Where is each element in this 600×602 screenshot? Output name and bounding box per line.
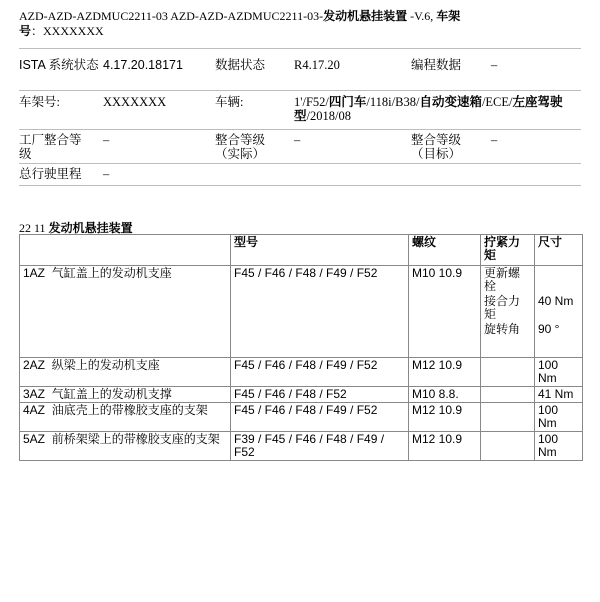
torque-cell	[481, 387, 535, 403]
part-name: 气缸盖上的发动机支座	[51, 266, 172, 280]
info-row-vehicle	[19, 95, 581, 127]
col-header-size: 尺寸	[535, 235, 583, 266]
vehicle-part-c: /118i/B38/	[366, 95, 420, 109]
part-name: 前桥架梁上的带橡胶支座的支架	[51, 432, 220, 446]
model-cell: F45 / F46 / F48 / F49 / F52	[231, 266, 409, 358]
divider-4	[19, 185, 581, 186]
vehicle-value	[294, 95, 584, 123]
header-vin-label-bold: 车架	[436, 9, 461, 23]
part-id: 2AZ	[23, 358, 46, 372]
top-divider	[19, 48, 581, 49]
part-cell	[20, 387, 231, 403]
part-id: 4AZ	[23, 403, 46, 417]
table-row	[20, 387, 583, 403]
data-state-value: R4.17.20	[294, 58, 340, 72]
prog-label: 编程数据	[411, 58, 462, 72]
mileage-value: –	[103, 167, 110, 181]
header-prefix: AZD-AZD-AZDMUC2211-03 AZD-AZD-AZDMUC2211-03-	[19, 9, 324, 23]
part-cell	[20, 358, 231, 387]
vin-value: XXXXXXX	[103, 95, 167, 109]
torque-step-3: 旋转角	[484, 322, 521, 336]
thread-cell: M12 10.9	[409, 403, 481, 432]
part-id: 3AZ	[23, 387, 46, 401]
model-cell: F45 / F46 / F48 / F49 / F52	[231, 403, 409, 432]
thread-cell: M12 10.9	[409, 358, 481, 387]
size-step-2: 40 Nm	[538, 294, 574, 308]
table-row	[20, 266, 583, 358]
ista-value: 4.17.20.18171	[103, 58, 183, 72]
vehicle-part-d: 自动变速箱	[419, 95, 482, 109]
table-row	[20, 403, 583, 432]
vehicle-part-a: 1'/F52/	[294, 95, 329, 109]
table-header-row	[20, 235, 583, 266]
section-name: 发动机悬挂装置	[48, 221, 133, 235]
part-id: 1AZ	[23, 266, 46, 280]
actual-label: 整合等级（实际）	[215, 133, 266, 161]
factory-label: 工厂整合等级	[19, 133, 82, 161]
thread-cell: M10 10.9	[409, 266, 481, 358]
model-cell: F45 / F46 / F48 / F52	[231, 387, 409, 403]
table-row	[20, 358, 583, 387]
divider-2	[19, 129, 581, 130]
part-id: 5AZ	[23, 432, 46, 446]
target-value: –	[491, 133, 498, 147]
mileage-label: 总行驶里程	[19, 167, 82, 181]
vehicle-part-e: /ECE/	[481, 95, 513, 109]
document-header	[19, 9, 584, 39]
divider-3	[19, 163, 581, 164]
spec-table	[19, 234, 583, 461]
torque-cell	[481, 266, 535, 358]
size-cell: 100 Nm	[535, 432, 583, 461]
header-vin-label-bold2: 号	[19, 24, 32, 38]
size-cell: 41 Nm	[535, 387, 583, 403]
part-name: 气缸盖上的发动机支撑	[51, 387, 172, 401]
col-header-part	[20, 235, 231, 266]
header-title-bold: 发动机悬挂装置	[323, 9, 408, 23]
torque-cell	[481, 403, 535, 432]
size-cell: 100 Nm	[535, 403, 583, 432]
torque-step-1: 更新螺栓	[484, 266, 521, 293]
model-cell: F39 / F45 / F46 / F48 / F49 / F52	[231, 432, 409, 461]
actual-value: –	[294, 133, 301, 147]
size-cell: 100 Nm	[535, 358, 583, 387]
factory-value: –	[103, 133, 110, 147]
vehicle-label: 车辆:	[215, 95, 244, 109]
size-step-3: 90 °	[538, 322, 560, 336]
info-row-mileage	[19, 167, 581, 183]
part-name: 油底壳上的带橡胶支座的支架	[51, 403, 208, 417]
prog-value: –	[491, 58, 498, 72]
vehicle-part-b: 四门车	[328, 95, 367, 109]
col-header-torque: 拧紧力矩	[481, 235, 535, 266]
col-header-thread: 螺纹	[409, 235, 481, 266]
model-cell: F45 / F46 / F48 / F49 / F52	[231, 358, 409, 387]
info-row-ista	[19, 58, 581, 90]
torque-cell	[481, 358, 535, 387]
header-vin-value: ：XXXXXXX	[31, 24, 104, 38]
ista-label: ISTA 系统状态	[19, 58, 99, 72]
table-row	[20, 432, 583, 461]
size-step-1	[538, 267, 579, 295]
header-version: -V.6,	[407, 9, 437, 23]
part-cell	[20, 432, 231, 461]
data-state-label: 数据状态	[215, 58, 266, 72]
thread-cell: M10 8.8.	[409, 387, 481, 403]
size-cell	[535, 266, 583, 358]
torque-cell	[481, 432, 535, 461]
torque-step-2: 接合力矩	[484, 294, 521, 321]
col-header-model: 型号	[231, 235, 409, 266]
target-label: 整合等级（目标）	[411, 133, 462, 161]
part-cell	[20, 403, 231, 432]
section-number: 22 11	[19, 221, 49, 235]
vehicle-part-f: 左座驾驶型	[294, 95, 563, 123]
part-cell	[20, 266, 231, 358]
vin-label: 车架号:	[19, 95, 60, 109]
vehicle-part-g: /2018/08	[306, 109, 351, 123]
info-row-integration	[19, 133, 581, 163]
part-name: 纵梁上的发动机支座	[51, 358, 160, 372]
thread-cell: M12 10.9	[409, 432, 481, 461]
divider-1	[19, 90, 581, 91]
